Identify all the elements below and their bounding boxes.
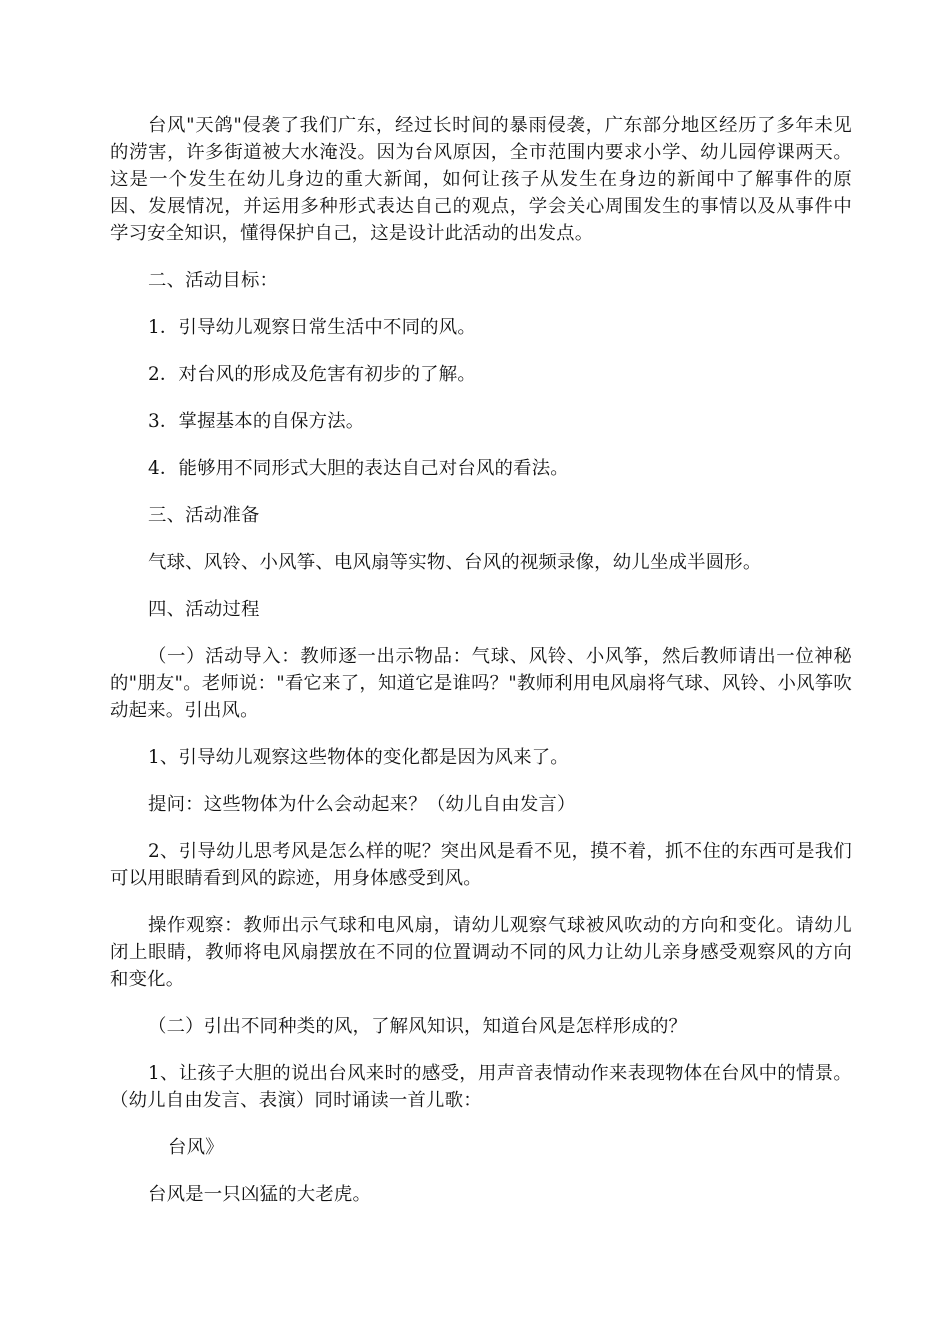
observation-paragraph: 操作观察：教师出示气球和电风扇，请幼儿观察气球被风吹动的方向和变化。请幼儿闭上眼睛，教师将电风扇摆放在不同的位置调动不同的风力让幼儿亲身感受观察风的方向和变化。	[110, 915, 852, 990]
question-paragraph: 提问：这些物体为什么会动起来？（幼儿自由发言）	[148, 794, 576, 815]
preparation-paragraph: 气球、风铃、小风筝、电风扇等实物、台风的视频录像，幼儿坐成半圆形。	[148, 552, 762, 573]
section-heading-goals: 二、活动目标：	[148, 270, 279, 291]
poem-title: 台风》	[168, 1137, 224, 1158]
typhoon-feeling-paragraph: 1、让孩子大胆的说出台风来时的感受，用声音表情动作来表现物体在台风中的情景。（幼儿自由发言、表演）同时诵读一首儿歌：	[110, 1063, 852, 1111]
poem-line-1: 台风是一只凶猛的大老虎。	[148, 1184, 372, 1205]
intro-paragraph: 台风"天鸽"侵袭了我们广东，经过长时间的暴雨侵袭，广东部分地区经历了多年未见的涝害，许多街道被大水淹没。因为台风原因，全市范围内要求小学、幼儿园停课两天。这是一个发生在幼儿身边的重大新闻，如何让孩子从发生在身边的新闻中了解事件的原因、发展情况，并运用多种形式表达自己的观点，学会关心周围发生的事情以及从事件中学习安全知识，懂得保护自己，这是设计此活动的出发点。	[110, 115, 852, 244]
document-body	[110, 112, 852, 1228]
section-heading-preparation: 三、活动准备	[148, 505, 260, 526]
process-step-2: 2、引导幼儿思考风是怎么样的呢？突出风是看不见，摸不着，抓不住的东西可是我们可以用眼睛看到风的踪迹，用身体感受到风。	[110, 841, 852, 889]
subsection-heading-wind-types: （二）引出不同种类的风，了解风知识，知道台风是怎样形成的？	[148, 1016, 688, 1037]
goal-item-1: 1．引导幼儿观察日常生活中不同的风。	[148, 317, 476, 338]
section-heading-process: 四、活动过程	[148, 599, 260, 620]
goal-item-2: 2．对台风的形成及危害有初步的了解。	[148, 364, 476, 385]
goal-item-4: 4．能够用不同形式大胆的表达自己对台风的看法。	[148, 458, 569, 479]
goal-item-3: 3．掌握基本的自保方法。	[148, 411, 365, 432]
process-intro-paragraph: （一）活动导入：教师逐一出示物品：气球、风铃、小风筝，然后教师请出一位神秘的"朋友"。老师说："看它来了，知道它是谁吗？"教师利用电风扇将气球、风铃、小风筝吹动起来。引出风。	[110, 646, 852, 721]
process-step-1: 1、引导幼儿观察这些物体的变化都是因为风来了。	[148, 747, 569, 768]
